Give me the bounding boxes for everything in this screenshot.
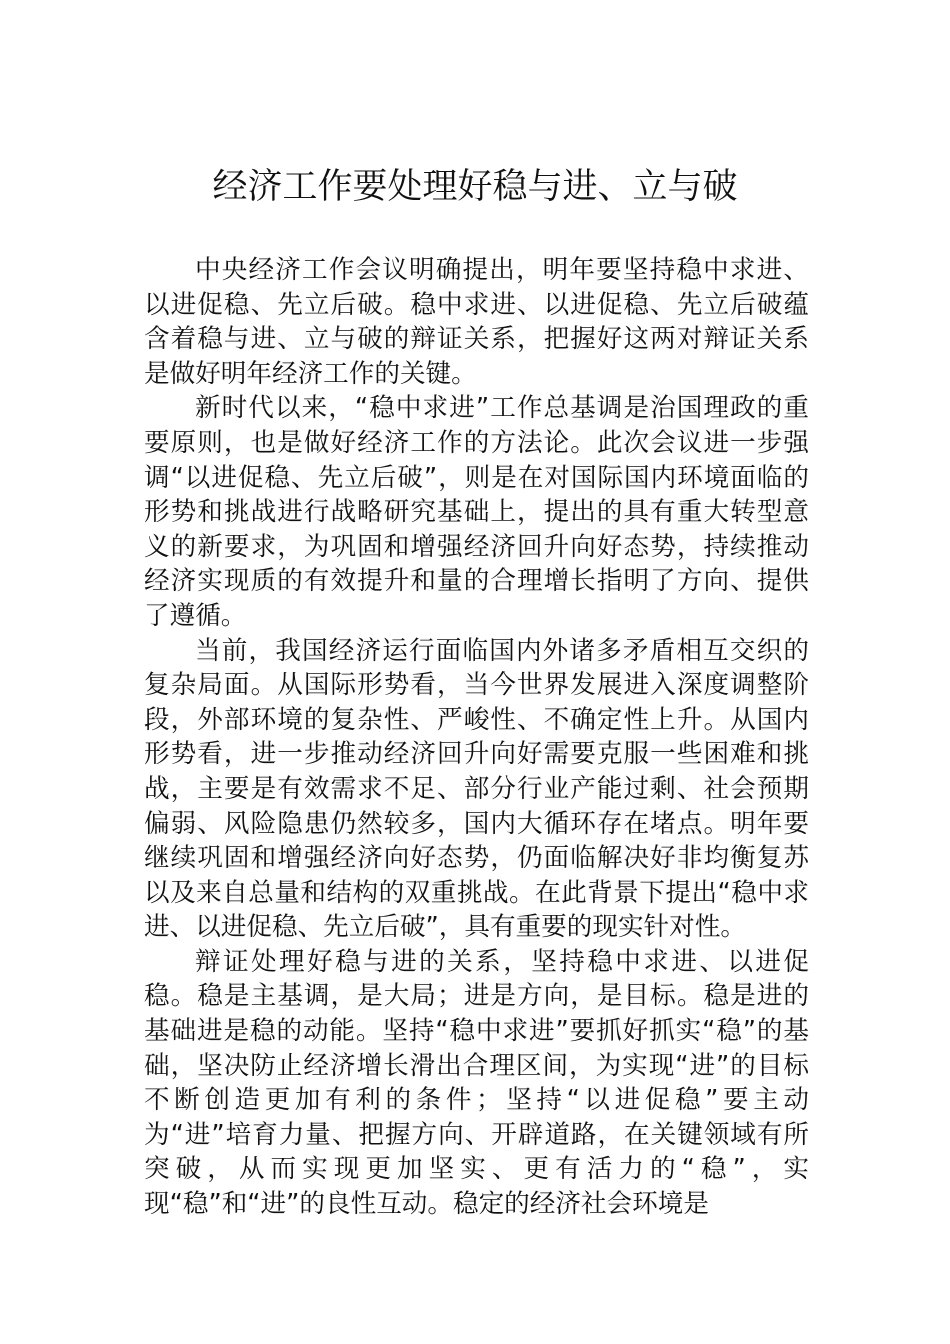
paragraph-1: 中央经济工作会议明确提出，明年要坚持稳中求进、以进促稳、先立后破。稳中求进、以进促稳、先立后破蕴含着稳与进、立与破的辩证关系，把握好这两对辩证关系是做好明年经济工作的关键。 [144, 255, 809, 389]
document-body [144, 253, 809, 1222]
paragraph-4: 辩证处理好稳与进的关系，坚持稳中求进、以进促稳。稳是主基调，是大局；进是方向，是目标。稳是进的基础进是稳的动能。坚持“稳中求进”要抓好抓实“稳”的基础，坚决防止经济增长滑出合理区间，为实现“进”的目标不断创造更加有利的条件；坚持“以进促稳”要主动为“进”培育力量、把握方向、开辟道路，在关键领域有所突破，从而实现更加坚实、更有活力的“稳”，实现“稳”和“进”的良性互动。稳定的经济社会环境是 [144, 946, 809, 1220]
paragraph-3: 当前，我国经济运行面临国内外诸多矛盾相互交织的复杂局面。从国际形势看，当今世界发展进入深度调整阶段，外部环境的复杂性、严峻性、不确定性上升。从国内形势看，进一步推动经济回升向好需要克服一些困难和挑战，主要是有效需求不足、部分行业产能过剩、社会预期偏弱、风险隐患仍然较多，国内大循环存在堵点。明年要继续巩固和增强经济向好态势，仍面临解决好非均衡复苏以及来自总量和结构的双重挑战。在此背景下提出“稳中求进、以进促稳、先立后破”，具有重要的现实针对性。 [144, 635, 809, 943]
paragraph-2: 新时代以来，“稳中求进”工作总基调是治国理政的重要原则，也是做好经济工作的方法论。此次会议进一步强调“以进促稳、先立后破”，则是在对国际国内环境面临的形势和挑战进行战略研究基础上，提出的具有重大转型意义的新要求，为巩固和增强经济回升向好态势，持续推动经济实现质的有效提升和量的合理增长指明了方向、提供了遵循。 [144, 393, 809, 631]
document-title: 经济工作要处理好稳与进、立与破 [212, 167, 738, 207]
